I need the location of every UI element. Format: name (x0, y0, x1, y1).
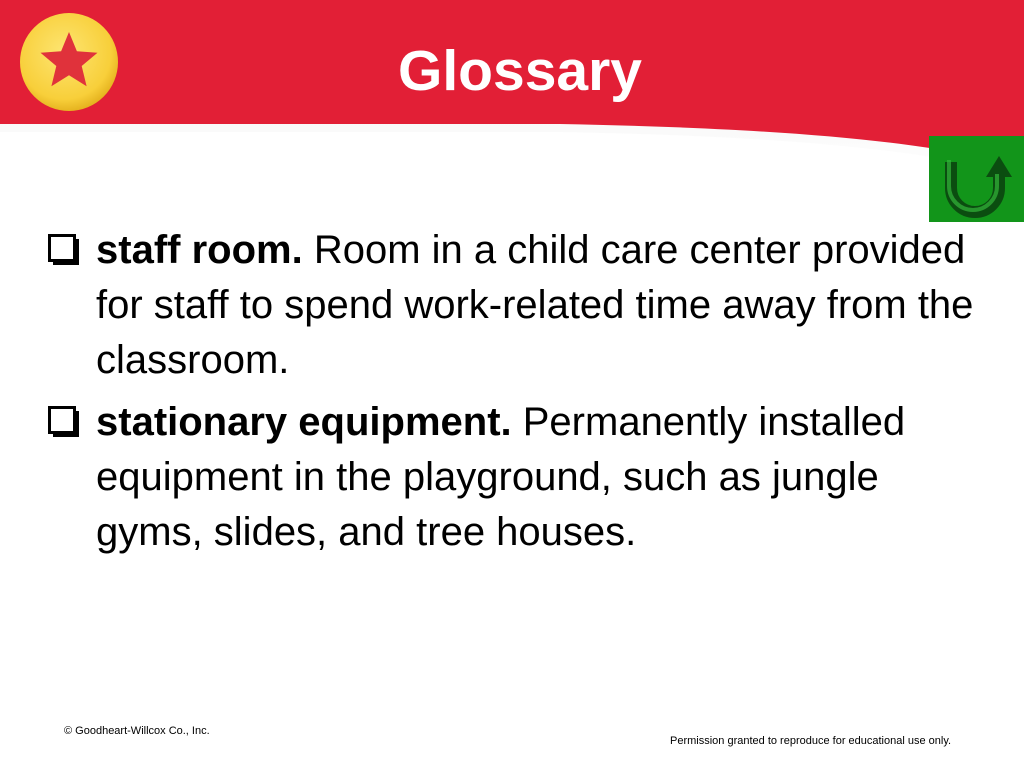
checkbox-bullet-icon (48, 406, 81, 439)
return-button[interactable] (929, 136, 1024, 222)
checkbox-bullet-icon (48, 234, 81, 267)
permission-notice: Permission granted to reproduce for educational use only. (670, 735, 952, 747)
copyright-notice: © Goodheart-Willcox Co., Inc. (64, 725, 210, 737)
u-turn-arrow-icon (929, 136, 1024, 222)
glossary-definition: Room in a child care center provided for staff to spend work-related time away from the classroom. (96, 228, 974, 382)
glossary-definition: Permanently installed equipment in the playground, such as jungle gyms, slides, and tree houses. (96, 400, 906, 554)
glossary-term: staff room. (96, 228, 303, 272)
glossary-entry (46, 395, 996, 560)
glossary-term: stationary equipment. (96, 400, 512, 444)
page-title: Glossary (398, 39, 642, 103)
glossary-entry (46, 223, 996, 388)
glossary-list (46, 223, 996, 567)
